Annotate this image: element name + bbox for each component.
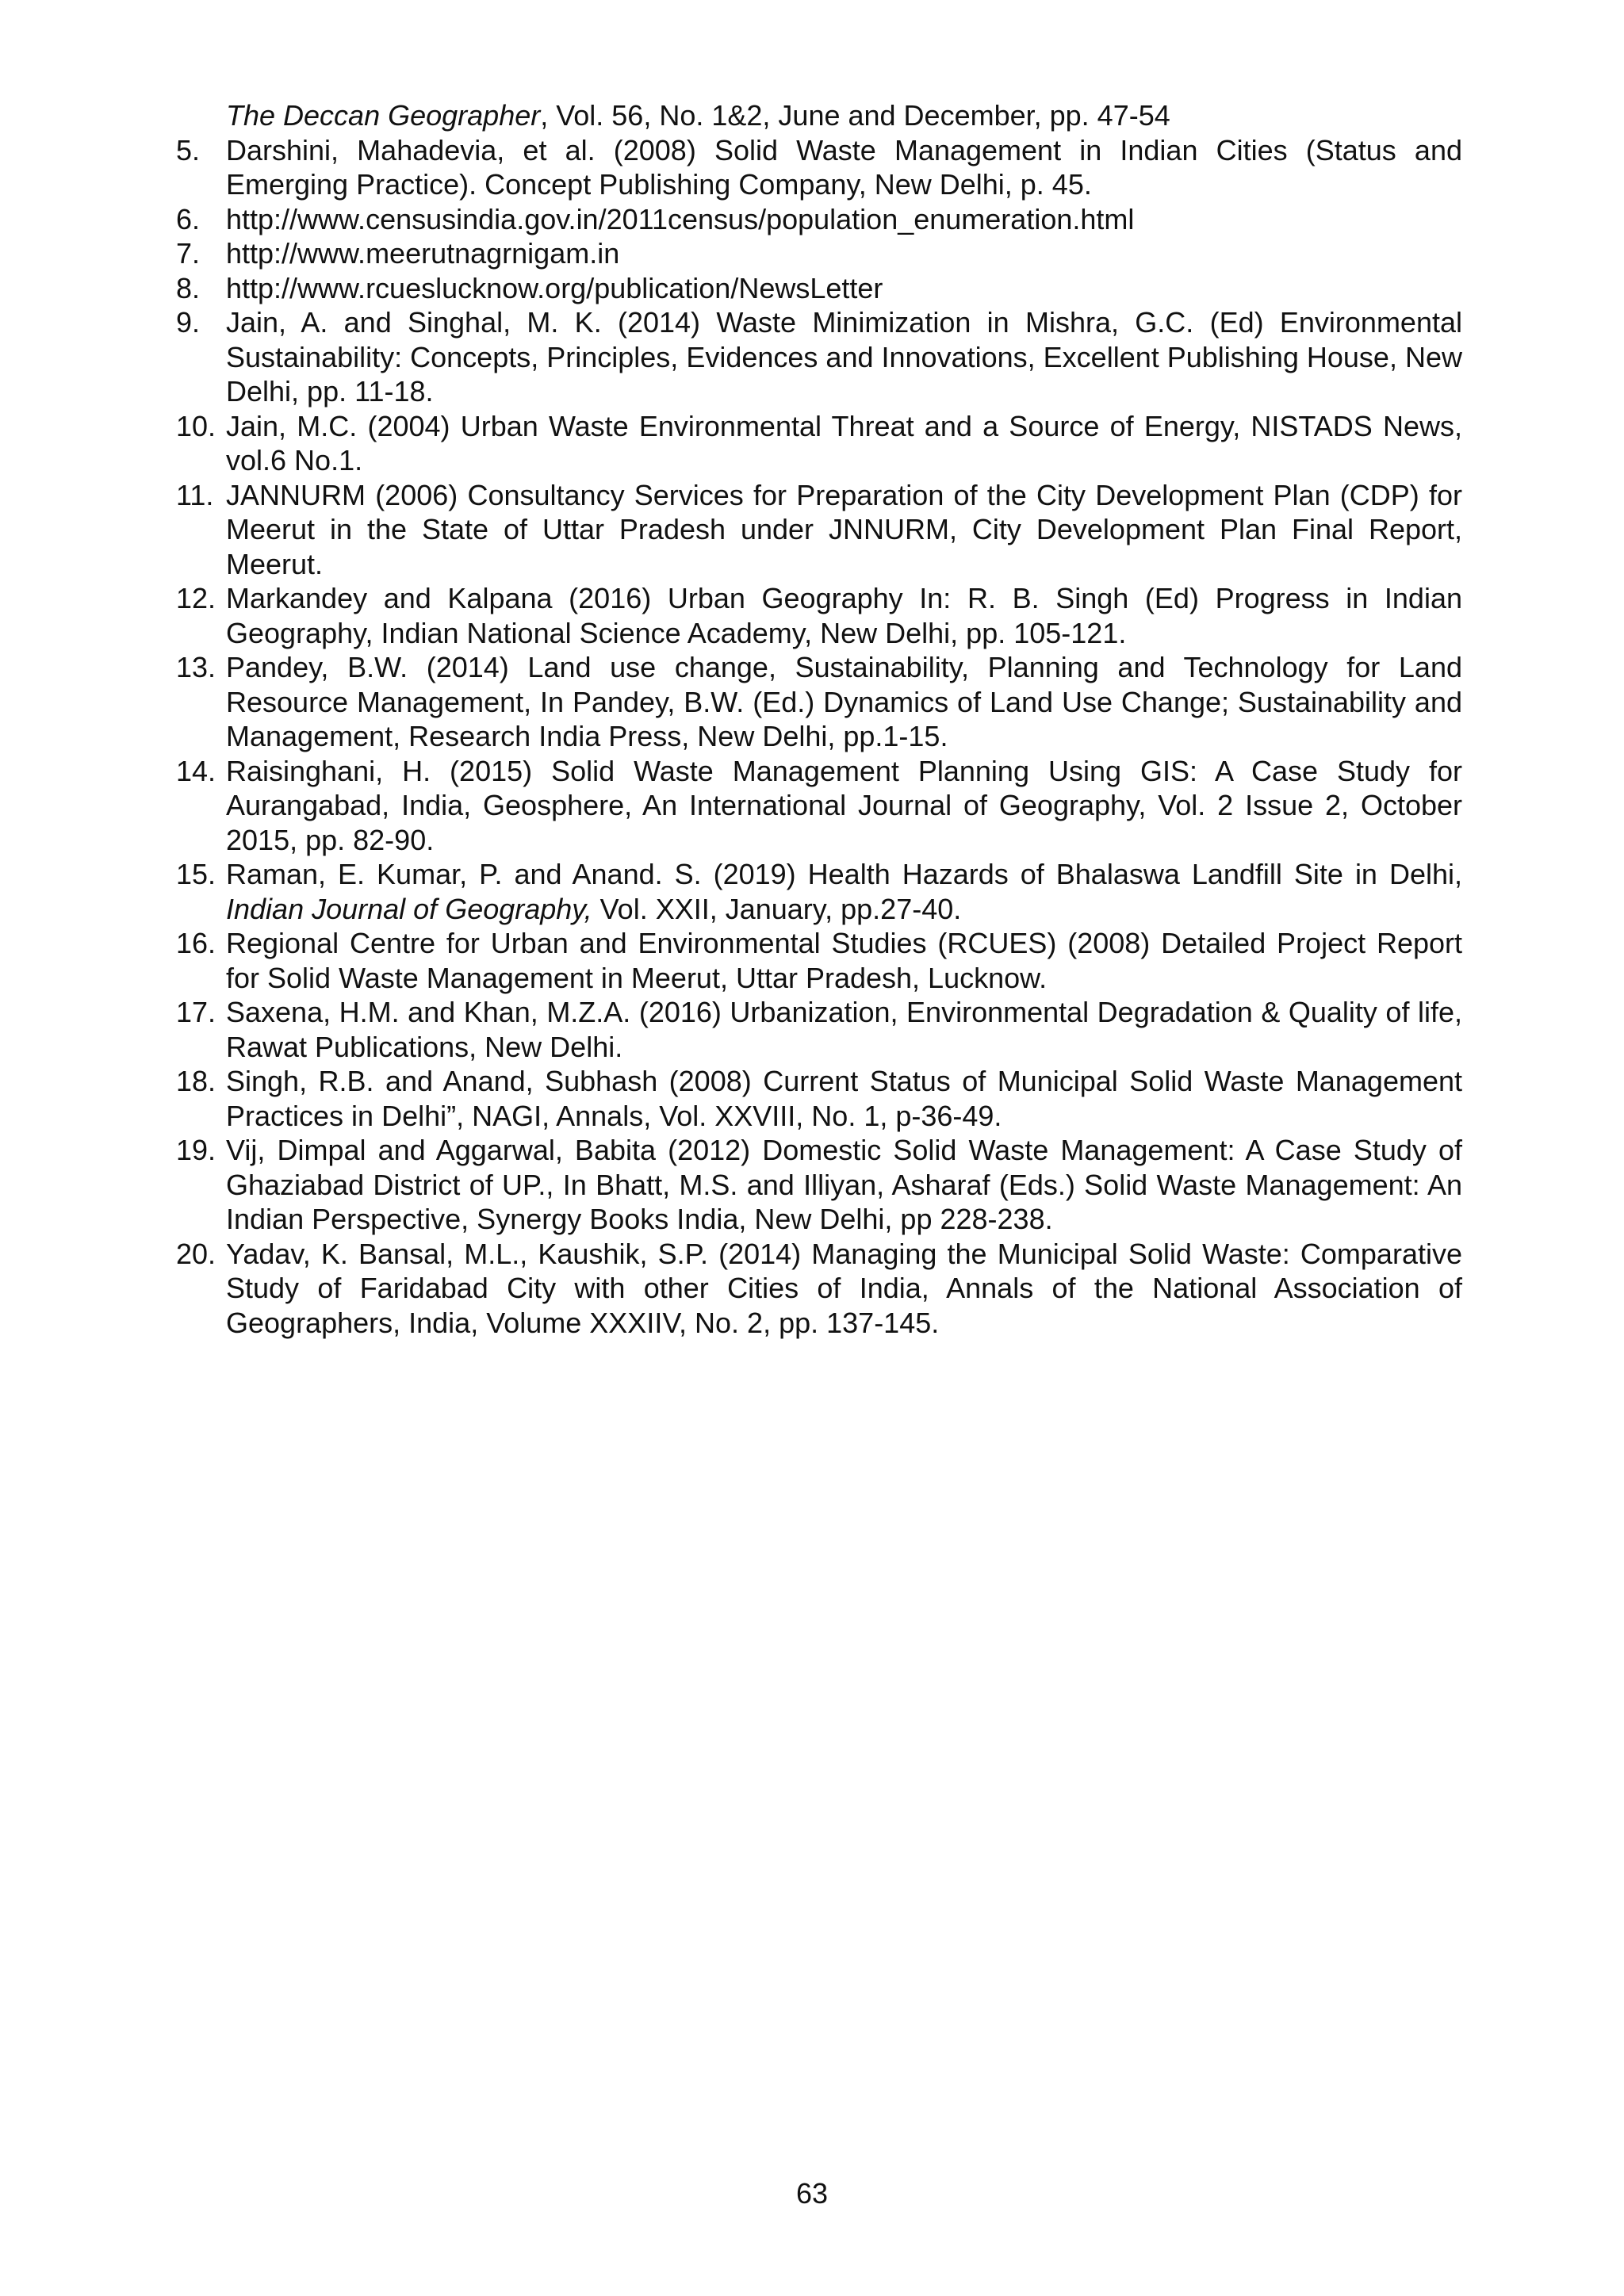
reference-text xyxy=(226,995,1462,1064)
reference-text-segment: Yadav, K. Bansal, M.L., Kaushik, S.P. (2014) Managing the Municipal Solid Waste: Comparative Study of Faridabad City with other Cities of India, Annals of the National Association of Geographers, India, Volume XXXIIV, No. 2, pp. 137-145. xyxy=(226,1237,1462,1339)
reference-item xyxy=(176,650,1462,754)
reference-text-segment: http://www.rcueslucknow.org/publication/NewsLetter xyxy=(226,271,883,304)
reference-item xyxy=(176,409,1462,478)
reference-number: 16. xyxy=(176,927,216,959)
reference-text-segment: , Vol. 56, No. 1&2, June and December, pp. 47-54 xyxy=(540,99,1170,132)
reference-text-segment: Saxena, H.M. and Khan, M.Z.A. (2016) Urbanization, Environmental Degradation & Quality of life, Rawat Publications, New Delhi. xyxy=(226,996,1462,1063)
reference-text-segment: Raman, E. Kumar, P. and Anand. S. (2019) Health Hazards of Bhalaswa Landfill Site in Delhi, xyxy=(226,858,1462,890)
reference-item xyxy=(176,98,1462,133)
reference-text-segment: Raisinghani, H. (2015) Solid Waste Management Planning Using GIS: A Case Study for Aurangabad, India, Geosphere, An International Journal of Geography, Vol. 2 Issue 2, October 2015, pp. 82-90. xyxy=(226,754,1462,856)
reference-item xyxy=(176,1133,1462,1237)
reference-number: 13. xyxy=(176,651,216,683)
reference-text-segment: http://www.meerutnagrnigam.in xyxy=(226,237,620,270)
reference-text xyxy=(226,581,1462,650)
reference-text xyxy=(226,202,1462,237)
reference-italic-title: The Deccan Geographer xyxy=(226,99,541,132)
reference-item xyxy=(176,857,1462,926)
reference-number: 20. xyxy=(176,1237,216,1270)
reference-item xyxy=(176,133,1462,202)
reference-text-segment: http://www.censusindia.gov.in/2011census/population_enumeration.html xyxy=(226,202,1135,235)
reference-text xyxy=(226,1237,1462,1341)
reference-item xyxy=(176,236,1462,271)
reference-number: 14. xyxy=(176,754,216,787)
page-number: 63 xyxy=(795,2177,829,2210)
reference-number: 5. xyxy=(176,133,201,166)
reference-item xyxy=(176,478,1462,582)
reference-text-segment: Singh, R.B. and Anand, Subhash (2008) Current Status of Municipal Solid Waste Management Practices in Delhi”, NAGI, Annals, Vol. XXVIII, No. 1, p-36-49. xyxy=(226,1065,1462,1132)
reference-text xyxy=(226,1133,1462,1237)
reference-number: 17. xyxy=(176,996,216,1028)
reference-text xyxy=(226,478,1462,582)
reference-number: 15. xyxy=(176,858,216,890)
reference-italic-title: Indian Journal of Geography, xyxy=(226,892,592,925)
reference-number: 6. xyxy=(176,202,201,235)
reference-number: 9. xyxy=(176,306,201,339)
reference-item xyxy=(176,202,1462,237)
reference-list xyxy=(176,98,1462,1340)
reference-item xyxy=(176,271,1462,306)
reference-item xyxy=(176,305,1462,409)
reference-text xyxy=(226,1064,1462,1133)
reference-text xyxy=(226,409,1462,478)
reference-text xyxy=(226,133,1462,202)
reference-text xyxy=(226,926,1462,995)
reference-text-segment: Markandey and Kalpana (2016) Urban Geography In: R. B. Singh (Ed) Progress in Indian Geography, Indian National Science Academy, New Delhi, pp. 105-121. xyxy=(226,582,1462,649)
reference-text xyxy=(226,305,1462,409)
reference-number: 12. xyxy=(176,582,216,614)
reference-item xyxy=(176,1237,1462,1341)
reference-text-segment: Jain, M.C. (2004) Urban Waste Environmental Threat and a Source of Energy, NISTADS News, vol.6 No.1. xyxy=(226,409,1462,476)
reference-text xyxy=(226,754,1462,858)
reference-number: 7. xyxy=(176,237,201,270)
reference-text-segment: Jain, A. and Singhal, M. K. (2014) Waste Minimization in Mishra, G.C. (Ed) Environmental Sustainability: Concepts, Principles, Evidences and Innovations, Excellent Publishing House, New Delhi, pp. 11-18. xyxy=(226,306,1462,408)
reference-item xyxy=(176,754,1462,858)
reference-item xyxy=(176,581,1462,650)
reference-text-segment: Vol. XXII, January, pp.27-40. xyxy=(592,892,962,925)
reference-number: 10. xyxy=(176,409,216,442)
reference-text xyxy=(226,271,1462,306)
reference-text xyxy=(226,98,1462,133)
reference-text-segment: JANNURM (2006) Consultancy Services for Preparation of the City Development Plan (CDP) for Meerut in the State of Uttar Pradesh under JNNURM, City Development Plan Final Report, Meerut. xyxy=(226,478,1462,580)
reference-number: 18. xyxy=(176,1065,216,1097)
reference-item xyxy=(176,1064,1462,1133)
reference-number: 8. xyxy=(176,271,201,304)
reference-text xyxy=(226,650,1462,754)
reference-number: 11. xyxy=(176,478,214,511)
reference-text-segment: Darshini, Mahadevia, et al. (2008) Solid Waste Management in Indian Cities (Status and Emerging Practice). Concept Publishing Company, New Delhi, p. 45. xyxy=(226,133,1462,201)
reference-number: 19. xyxy=(176,1134,216,1166)
reference-text xyxy=(226,857,1462,926)
reference-text xyxy=(226,236,1462,271)
reference-item xyxy=(176,926,1462,995)
reference-text-segment: Vij, Dimpal and Aggarwal, Babita (2012) Domestic Solid Waste Management: A Case Study of Ghaziabad District of UP., In Bhatt, M.S. and Illiyan, Asharaf (Eds.) Solid Waste Management: An Indian Perspective, Synergy Books India, New Delhi, pp 228-238. xyxy=(226,1134,1462,1235)
reference-text-segment: Regional Centre for Urban and Environmental Studies (RCUES) (2008) Detailed Project Report for Solid Waste Management in Meerut, Uttar Pradesh, Lucknow. xyxy=(226,927,1462,994)
reference-item xyxy=(176,995,1462,1064)
reference-text-segment: Pandey, B.W. (2014) Land use change, Sustainability, Planning and Technology for Land Resource Management, In Pandey, B.W. (Ed.) Dynamics of Land Use Change; Sustainability and Management, Research India Press, New Delhi, pp.1-15. xyxy=(226,651,1462,752)
